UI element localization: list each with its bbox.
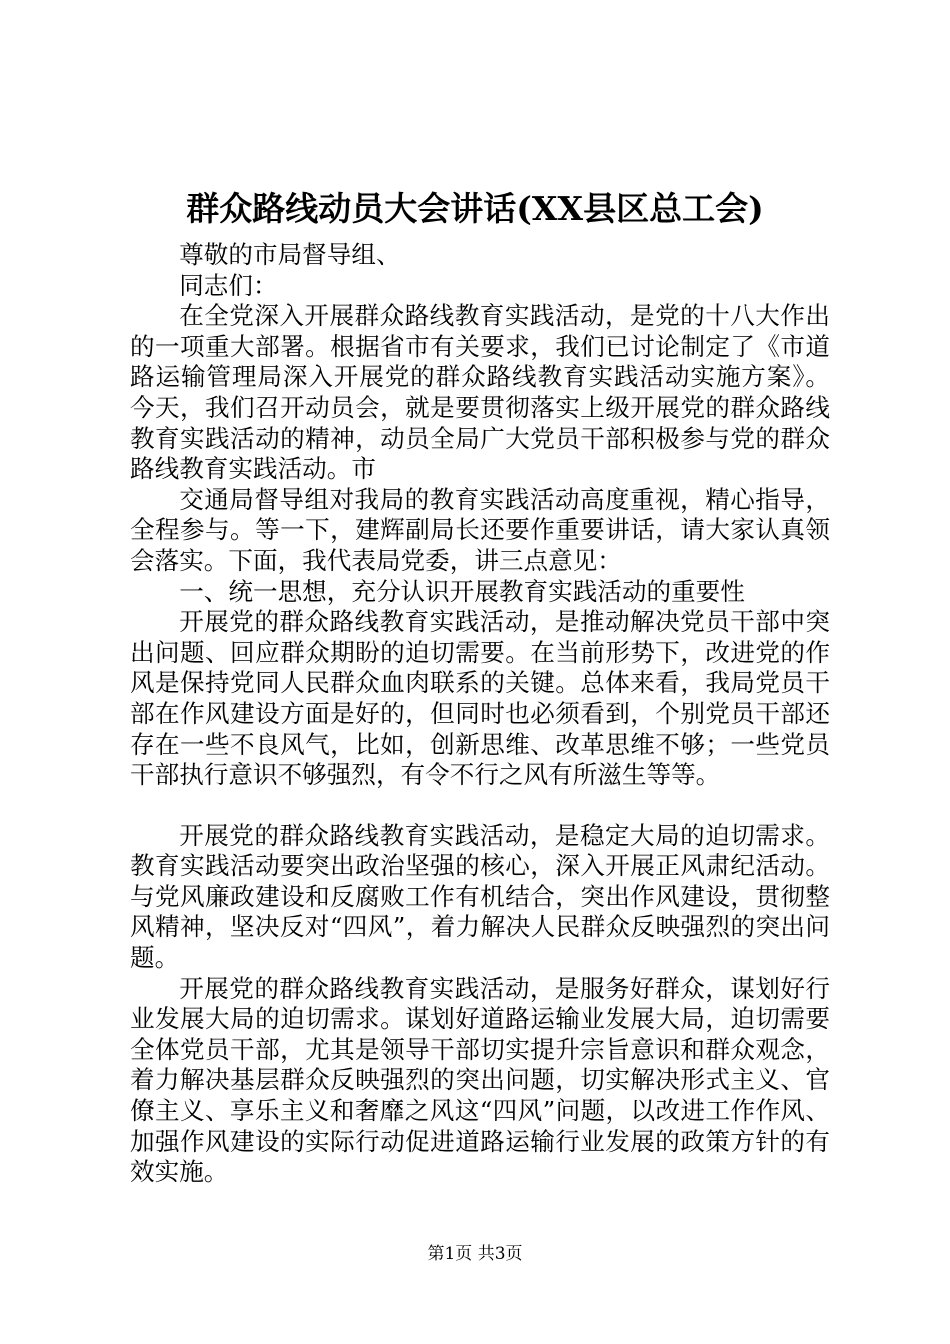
document-body [130,240,830,1188]
body-paragraph: 在全党深入开展群众路线教育实践活动，是党的十八大作出的一项重大部署。根据省市有关要求，我们已讨论制定了《市道路运输管理局深入开展党的群众路线教育实践活动实施方案》。今天，我们召开动员会，就是要贯彻落实上级开展党的群众路线教育实践活动的精神，动员全局广大党员干部积极参与党的群众路线教育实践活动。市 [130,301,830,484]
body-paragraph: 开展党的群众路线教育实践活动，是稳定大局的迫切需求。教育实践活动要突出政治坚强的核心，深入开展正风肃纪活动。与党风廉政建设和反腐败工作有机结合，突出作风建设，贯彻整风精神，坚决反对“四风”，着力解决人民群众反映强烈的突出问题。 [130,820,830,973]
salutation-line: 尊敬的市局督导组、 [179,240,401,269]
body-paragraph: 交通局督导组对我局的教育实践活动高度重视，精心指导，全程参与。等一下，建辉副局长还要作重要讲话，请大家认真领会落实。下面，我代表局党委，讲三点意见： [130,484,830,575]
page-number-footer: 第1页 共3页 [427,1244,523,1264]
salutation-line: 同志们： [179,270,278,300]
section-heading: 一、统一思想，充分认识开展教育实践活动的重要性 [179,576,745,606]
body-paragraph: 开展党的群众路线教育实践活动，是服务好群众，谋划好行业发展大局的迫切需求。谋划好道路运输业发展大局，迫切需要全体党员干部，尤其是领导干部切实提升宗旨意识和群众观念，着力解决基层群众反映强烈的突出问题，切实解决形式主义、官僚主义、享乐主义和奢靡之风这“四风”问题，以改进工作作风、加强作风建设的实际行动促进道路运输行业发展的政策方针的有效实施。 [130,973,830,1187]
body-paragraph: 开展党的群众路线教育实践活动，是推动解决党员干部中突出问题、回应群众期盼的迫切需要。在当前形势下，改进党的作风是保持党同人民群众血肉联系的关键。总体来看，我局党员干部在作风建设方面是好的，但同时也必须看到，个别党员干部还存在一些不良风气，比如，创新思维、改革思维不够；一些党员干部执行意识不够强烈，有令不行之风有所滋生等等。 [130,607,830,790]
document-title: 群众路线动员大会讲话(XX县区总工会) [186,189,764,228]
